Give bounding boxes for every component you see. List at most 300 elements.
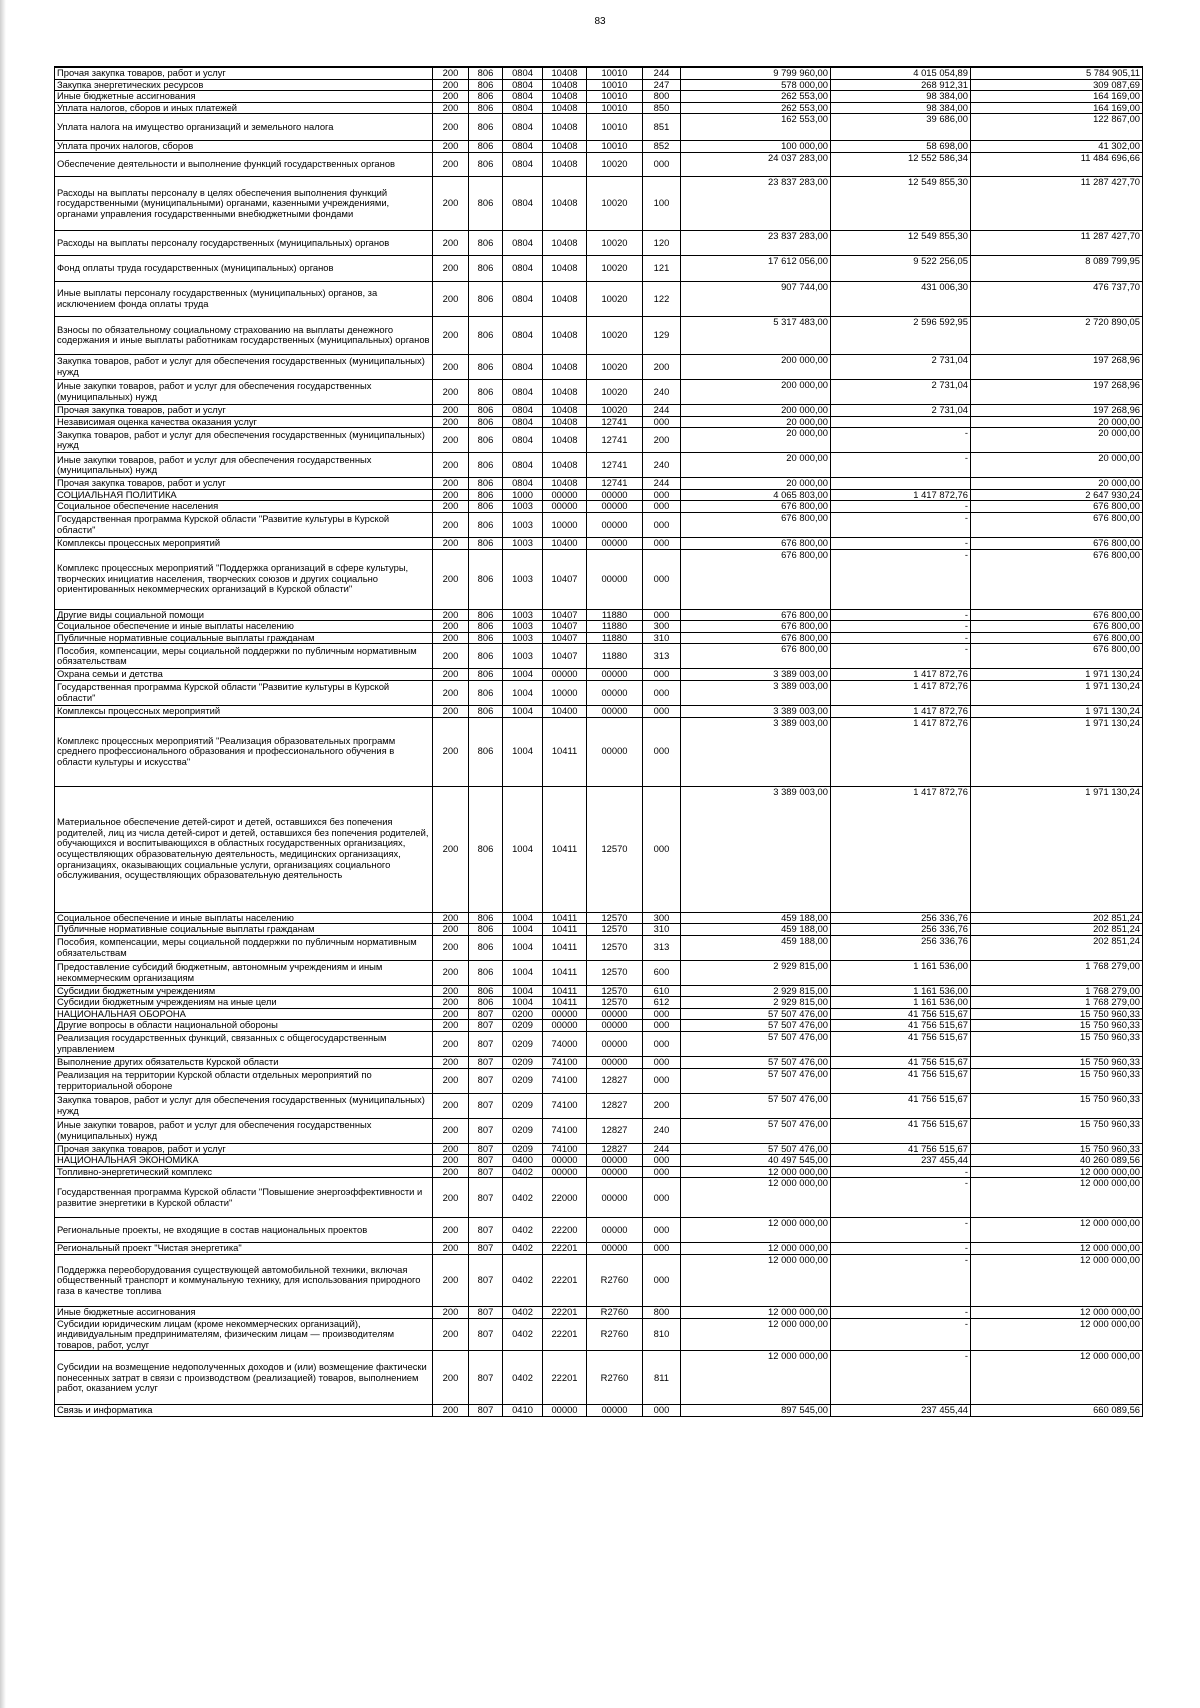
table-row	[55, 67, 1143, 79]
amount-1: 12 000 000,00	[681, 1243, 831, 1255]
code-c2: 807	[469, 1318, 503, 1351]
table-row	[55, 1243, 1143, 1255]
amount-1: 578 000,00	[681, 79, 831, 91]
amount-2: 256 336,76	[831, 924, 971, 936]
amount-3: 12 000 000,00	[971, 1318, 1143, 1351]
amount-3: 197 268,96	[971, 354, 1143, 379]
row-name: Иные бюджетные ассигнования	[55, 1307, 433, 1319]
code-c6: 100	[643, 176, 681, 230]
table-row	[55, 501, 1143, 513]
table-row	[55, 404, 1143, 416]
code-c3: 0209	[503, 1020, 543, 1032]
amount-3: 20 000,00	[971, 428, 1143, 453]
code-c1: 200	[433, 1318, 469, 1351]
table-row	[55, 924, 1143, 936]
code-c2: 806	[469, 489, 503, 501]
table-row	[55, 621, 1143, 633]
table-row	[55, 644, 1143, 669]
amount-3: 2 647 930,24	[971, 489, 1143, 501]
code-c4: 22201	[543, 1307, 587, 1319]
code-c2: 807	[469, 1057, 503, 1069]
amount-2: -	[831, 1255, 971, 1307]
code-c3: 0804	[503, 416, 543, 428]
table-row	[55, 1020, 1143, 1032]
code-c1: 200	[433, 1143, 469, 1155]
code-c3: 0804	[503, 255, 543, 281]
code-c1: 200	[433, 1008, 469, 1020]
row-name: Поддержка переоборудования существующей автомобильной техники, включая общественный транспорт и коммунальную технику, для использования природного газа в качестве топлива	[55, 1255, 433, 1307]
code-c5: 12570	[587, 924, 643, 936]
amount-2: 1 161 536,00	[831, 985, 971, 997]
row-name: Связь и информатика	[55, 1405, 433, 1417]
amount-2: -	[831, 1318, 971, 1351]
row-name: Иные закупки товаров, работ и услуг для обеспечения государственных (муниципальных) нужд	[55, 1118, 433, 1143]
amount-2: 41 756 515,67	[831, 1057, 971, 1069]
code-c1: 200	[433, 997, 469, 1009]
code-c3: 0402	[503, 1243, 543, 1255]
code-c4: 10407	[543, 632, 587, 644]
code-c6: 000	[643, 705, 681, 717]
code-c1: 200	[433, 379, 469, 404]
code-c2: 806	[469, 537, 503, 549]
amount-1: 12 000 000,00	[681, 1351, 831, 1405]
amount-1: 897 545,00	[681, 1405, 831, 1417]
amount-3: 40 260 089,56	[971, 1155, 1143, 1167]
table-row	[55, 152, 1143, 176]
code-c6: 313	[643, 644, 681, 669]
code-c6: 000	[643, 1057, 681, 1069]
row-name: Иные бюджетные ассигнования	[55, 91, 433, 103]
code-c2: 806	[469, 91, 503, 103]
code-c6: 244	[643, 404, 681, 416]
code-c6: 247	[643, 79, 681, 91]
code-c1: 200	[433, 102, 469, 114]
code-c2: 806	[469, 960, 503, 985]
row-name: Закупка товаров, работ и услуг для обеспечения государственных (муниципальных) нужд	[55, 354, 433, 379]
amount-2: 1 417 872,76	[831, 669, 971, 681]
amount-1: 162 553,00	[681, 114, 831, 141]
code-c3: 0804	[503, 354, 543, 379]
code-c4: 00000	[543, 1008, 587, 1020]
table-row	[55, 1068, 1143, 1093]
code-c6: 000	[643, 549, 681, 609]
code-c3: 0402	[503, 1218, 543, 1243]
code-c5: R2760	[587, 1255, 643, 1307]
code-c2: 806	[469, 549, 503, 609]
code-c1: 200	[433, 717, 469, 786]
code-c1: 200	[433, 632, 469, 644]
amount-2: 1 161 536,00	[831, 960, 971, 985]
amount-1: 3 389 003,00	[681, 717, 831, 786]
table-row	[55, 1178, 1143, 1218]
amount-2: 41 756 515,67	[831, 1093, 971, 1118]
code-c6: 000	[643, 512, 681, 537]
amount-3: 12 000 000,00	[971, 1218, 1143, 1243]
code-c5: 00000	[587, 1166, 643, 1178]
table-row	[55, 1118, 1143, 1143]
code-c3: 0400	[503, 1155, 543, 1167]
code-c2: 806	[469, 281, 503, 316]
amount-1: 459 188,00	[681, 924, 831, 936]
table-row	[55, 1093, 1143, 1118]
table-row	[55, 453, 1143, 478]
row-name: Уплата налогов, сборов и иных платежей	[55, 102, 433, 114]
row-name: Субсидии юридическим лицам (кроме некоммерческих организаций), индивидуальным предпринимателям, физическим лицам — производителям товаров, работ, услуг	[55, 1318, 433, 1351]
code-c3: 1004	[503, 935, 543, 960]
table-row	[55, 176, 1143, 230]
code-c4: 10408	[543, 67, 587, 79]
code-c3: 1004	[503, 985, 543, 997]
code-c1: 200	[433, 1218, 469, 1243]
row-name: Региональный проект "Чистая энергетика"	[55, 1243, 433, 1255]
code-c4: 00000	[543, 1020, 587, 1032]
row-name: Расходы на выплаты персоналу государственных (муниципальных) органов	[55, 230, 433, 255]
code-c1: 200	[433, 67, 469, 79]
amount-1: 12 000 000,00	[681, 1255, 831, 1307]
amount-1: 459 188,00	[681, 935, 831, 960]
amount-3: 676 800,00	[971, 549, 1143, 609]
table-row	[55, 1143, 1143, 1155]
code-c4: 10408	[543, 316, 587, 354]
code-c3: 0804	[503, 67, 543, 79]
table-row	[55, 537, 1143, 549]
code-c4: 10411	[543, 786, 587, 912]
amount-2: 41 756 515,67	[831, 1008, 971, 1020]
row-name: Субсидии бюджетным учреждениям на иные цели	[55, 997, 433, 1009]
row-name: Закупка товаров, работ и услуг для обеспечения государственных (муниципальных) нужд	[55, 1093, 433, 1118]
code-c5: 00000	[587, 1218, 643, 1243]
table-row	[55, 1351, 1143, 1405]
code-c3: 1004	[503, 924, 543, 936]
code-c4: 10411	[543, 960, 587, 985]
row-name: Иные закупки товаров, работ и услуг для обеспечения государственных (муниципальных) нужд	[55, 379, 433, 404]
table-row	[55, 1405, 1143, 1417]
amount-2: 41 756 515,67	[831, 1020, 971, 1032]
amount-2: -	[831, 621, 971, 633]
code-c3: 1004	[503, 705, 543, 717]
amount-1: 12 000 000,00	[681, 1318, 831, 1351]
code-c5: 00000	[587, 705, 643, 717]
code-c4: 00000	[543, 501, 587, 513]
code-c6: 800	[643, 91, 681, 103]
amount-3: 5 784 905,11	[971, 67, 1143, 79]
code-c6: 000	[643, 669, 681, 681]
code-c3: 1003	[503, 537, 543, 549]
code-c4: 00000	[543, 489, 587, 501]
code-c4: 00000	[543, 1155, 587, 1167]
code-c6: 851	[643, 114, 681, 141]
row-name: Реализация государственных функций, связанных с общегосударственным управлением	[55, 1032, 433, 1057]
code-c3: 1004	[503, 960, 543, 985]
code-c4: 00000	[543, 1405, 587, 1417]
code-c2: 806	[469, 453, 503, 478]
code-c3: 0209	[503, 1068, 543, 1093]
code-c4: 74100	[543, 1093, 587, 1118]
code-c2: 807	[469, 1243, 503, 1255]
amount-3: 202 851,24	[971, 924, 1143, 936]
code-c5: 12570	[587, 997, 643, 1009]
amount-1: 40 497 545,00	[681, 1155, 831, 1167]
amount-1: 907 744,00	[681, 281, 831, 316]
code-c5: 11880	[587, 644, 643, 669]
row-name: Комплекс процессных мероприятий "Реализация образовательных программ среднего профессионального образования и профессионального обучения в области культуры и искусства"	[55, 717, 433, 786]
code-c1: 200	[433, 152, 469, 176]
code-c6: 000	[643, 1243, 681, 1255]
amount-1: 57 507 476,00	[681, 1057, 831, 1069]
amount-1: 2 929 815,00	[681, 960, 831, 985]
amount-1: 3 389 003,00	[681, 705, 831, 717]
code-c1: 200	[433, 1068, 469, 1093]
amount-3: 12 000 000,00	[971, 1351, 1143, 1405]
code-c2: 807	[469, 1008, 503, 1020]
code-c3: 0402	[503, 1351, 543, 1405]
code-c2: 807	[469, 1255, 503, 1307]
amount-2: 39 686,00	[831, 114, 971, 141]
code-c4: 10408	[543, 152, 587, 176]
amount-2: -	[831, 1166, 971, 1178]
amount-1: 3 389 003,00	[681, 786, 831, 912]
row-name: Социальное обеспечение населения	[55, 501, 433, 513]
table-row	[55, 549, 1143, 609]
row-name: Обеспечение деятельности и выполнение функций государственных органов	[55, 152, 433, 176]
code-c1: 200	[433, 924, 469, 936]
code-c4: 74100	[543, 1118, 587, 1143]
code-c4: 10411	[543, 717, 587, 786]
amount-3: 12 000 000,00	[971, 1166, 1143, 1178]
code-c6: 000	[643, 717, 681, 786]
code-c5: 00000	[587, 1032, 643, 1057]
amount-1: 23 837 283,00	[681, 230, 831, 255]
row-name: Социальное обеспечение и иные выплаты населению	[55, 912, 433, 924]
page-number: 83	[594, 16, 606, 27]
code-c3: 0209	[503, 1032, 543, 1057]
code-c1: 200	[433, 621, 469, 633]
amount-3: 15 750 960,33	[971, 1093, 1143, 1118]
code-c5: 12827	[587, 1068, 643, 1093]
code-c1: 200	[433, 1307, 469, 1319]
row-name: Пособия, компенсации, меры социальной поддержки по публичным нормативным обязательствам	[55, 935, 433, 960]
code-c6: 850	[643, 102, 681, 114]
amount-3: 676 800,00	[971, 609, 1143, 621]
code-c3: 0402	[503, 1318, 543, 1351]
amount-3: 122 867,00	[971, 114, 1143, 141]
table-row	[55, 141, 1143, 153]
amount-2: 58 698,00	[831, 141, 971, 153]
code-c4: 10408	[543, 416, 587, 428]
code-c3: 0804	[503, 141, 543, 153]
amount-2: -	[831, 501, 971, 513]
code-c4: 10400	[543, 537, 587, 549]
code-c3: 0804	[503, 316, 543, 354]
amount-3: 676 800,00	[971, 501, 1143, 513]
table-row	[55, 478, 1143, 490]
code-c6: 200	[643, 1093, 681, 1118]
code-c5: 00000	[587, 489, 643, 501]
code-c1: 200	[433, 1255, 469, 1307]
code-c3: 0804	[503, 79, 543, 91]
code-c4: 00000	[543, 1166, 587, 1178]
table-row	[55, 255, 1143, 281]
code-c2: 806	[469, 912, 503, 924]
code-c2: 806	[469, 705, 503, 717]
code-c6: 000	[643, 416, 681, 428]
table-row	[55, 316, 1143, 354]
code-c5: R2760	[587, 1307, 643, 1319]
amount-2: 12 552 586,34	[831, 152, 971, 176]
amount-1: 57 507 476,00	[681, 1020, 831, 1032]
code-c4: 22201	[543, 1243, 587, 1255]
row-name: Государственная программа Курской области "Развитие культуры в Курской области"	[55, 680, 433, 705]
code-c5: 10010	[587, 67, 643, 79]
code-c3: 0209	[503, 1057, 543, 1069]
code-c3: 0804	[503, 152, 543, 176]
code-c4: 10408	[543, 114, 587, 141]
amount-3: 309 087,69	[971, 79, 1143, 91]
code-c6: 244	[643, 478, 681, 490]
row-name: Топливно-энергетический комплекс	[55, 1166, 433, 1178]
amount-1: 57 507 476,00	[681, 1032, 831, 1057]
amount-2: -	[831, 644, 971, 669]
code-c3: 1003	[503, 512, 543, 537]
row-name: Закупка энергетических ресурсов	[55, 79, 433, 91]
code-c1: 200	[433, 501, 469, 513]
row-name: Прочая закупка товаров, работ и услуг	[55, 67, 433, 79]
code-c6: 244	[643, 1143, 681, 1155]
code-c4: 74100	[543, 1068, 587, 1093]
code-c5: 00000	[587, 549, 643, 609]
table-row	[55, 1307, 1143, 1319]
code-c2: 806	[469, 680, 503, 705]
code-c2: 806	[469, 935, 503, 960]
code-c4: 22201	[543, 1351, 587, 1405]
amount-2: -	[831, 1218, 971, 1243]
code-c5: R2760	[587, 1351, 643, 1405]
code-c5: 10010	[587, 91, 643, 103]
code-c4: 10408	[543, 230, 587, 255]
row-name: Субсидии бюджетным учреждениям	[55, 985, 433, 997]
amount-3: 1 971 130,24	[971, 786, 1143, 912]
code-c3: 1004	[503, 912, 543, 924]
code-c5: 10010	[587, 79, 643, 91]
amount-2: 1 417 872,76	[831, 489, 971, 501]
code-c4: 10408	[543, 428, 587, 453]
amount-1: 20 000,00	[681, 428, 831, 453]
amount-3: 1 768 279,00	[971, 997, 1143, 1009]
code-c3: 1004	[503, 680, 543, 705]
amount-3: 164 169,00	[971, 102, 1143, 114]
code-c4: 74000	[543, 1032, 587, 1057]
code-c6: 000	[643, 1020, 681, 1032]
table-row	[55, 1166, 1143, 1178]
table-row	[55, 997, 1143, 1009]
amount-1: 676 800,00	[681, 549, 831, 609]
code-c2: 806	[469, 621, 503, 633]
amount-3: 676 800,00	[971, 537, 1143, 549]
code-c2: 807	[469, 1093, 503, 1118]
amount-1: 676 800,00	[681, 501, 831, 513]
table-row	[55, 489, 1143, 501]
amount-2: 256 336,76	[831, 912, 971, 924]
amount-3: 12 000 000,00	[971, 1255, 1143, 1307]
table-row	[55, 281, 1143, 316]
code-c3: 0402	[503, 1166, 543, 1178]
code-c4: 10408	[543, 79, 587, 91]
row-name: Другие виды социальной помощи	[55, 609, 433, 621]
code-c6: 600	[643, 960, 681, 985]
code-c5: 12827	[587, 1143, 643, 1155]
code-c2: 806	[469, 102, 503, 114]
amount-3: 197 268,96	[971, 404, 1143, 416]
amount-1: 676 800,00	[681, 512, 831, 537]
code-c4: 10408	[543, 453, 587, 478]
code-c6: 610	[643, 985, 681, 997]
code-c1: 200	[433, 1020, 469, 1032]
code-c5: 00000	[587, 1155, 643, 1167]
code-c2: 807	[469, 1351, 503, 1405]
code-c3: 1000	[503, 489, 543, 501]
amount-2: -	[831, 428, 971, 453]
row-name: Выполнение других обязательств Курской области	[55, 1057, 433, 1069]
code-c6: 300	[643, 912, 681, 924]
code-c5: 00000	[587, 1020, 643, 1032]
amount-3: 20 000,00	[971, 416, 1143, 428]
code-c1: 200	[433, 1093, 469, 1118]
code-c3: 1004	[503, 717, 543, 786]
code-c1: 200	[433, 281, 469, 316]
row-name: Взносы по обязательному социальному страхованию на выплаты денежного содержания и иные выплаты работникам государственных (муниципальных) органов	[55, 316, 433, 354]
row-name: Социальное обеспечение и иные выплаты населению	[55, 621, 433, 633]
amount-1: 459 188,00	[681, 912, 831, 924]
table-row	[55, 1255, 1143, 1307]
code-c2: 806	[469, 985, 503, 997]
amount-1: 262 553,00	[681, 102, 831, 114]
amount-2: 1 417 872,76	[831, 680, 971, 705]
code-c6: 000	[643, 680, 681, 705]
table-row	[55, 1032, 1143, 1057]
code-c4: 74100	[543, 1143, 587, 1155]
code-c3: 1004	[503, 669, 543, 681]
amount-3: 15 750 960,33	[971, 1118, 1143, 1143]
row-name: Предоставление субсидий бюджетным, автономным учреждениям и иным некоммерческим организациям	[55, 960, 433, 985]
budget-table	[54, 66, 1143, 1417]
code-c5: 10020	[587, 316, 643, 354]
code-c5: 10010	[587, 102, 643, 114]
code-c5: 00000	[587, 1008, 643, 1020]
amount-1: 57 507 476,00	[681, 1093, 831, 1118]
code-c3: 0200	[503, 1008, 543, 1020]
code-c1: 200	[433, 537, 469, 549]
code-c3: 0402	[503, 1255, 543, 1307]
code-c2: 806	[469, 152, 503, 176]
row-name: Реализация на территории Курской области отдельных мероприятий по территориальной обороне	[55, 1068, 433, 1093]
amount-2: 431 006,30	[831, 281, 971, 316]
code-c4: 10411	[543, 912, 587, 924]
code-c1: 200	[433, 644, 469, 669]
code-c1: 200	[433, 985, 469, 997]
amount-2: 9 522 256,05	[831, 255, 971, 281]
code-c6: 000	[643, 1155, 681, 1167]
amount-3: 15 750 960,33	[971, 1020, 1143, 1032]
code-c2: 806	[469, 717, 503, 786]
table-row	[55, 91, 1143, 103]
amount-1: 676 800,00	[681, 537, 831, 549]
code-c1: 200	[433, 1032, 469, 1057]
row-name: СОЦИАЛЬНАЯ ПОЛИТИКА	[55, 489, 433, 501]
row-name: НАЦИОНАЛЬНАЯ ОБОРОНА	[55, 1008, 433, 1020]
amount-2	[831, 478, 971, 490]
amount-3: 2 720 890,05	[971, 316, 1143, 354]
code-c2: 806	[469, 416, 503, 428]
